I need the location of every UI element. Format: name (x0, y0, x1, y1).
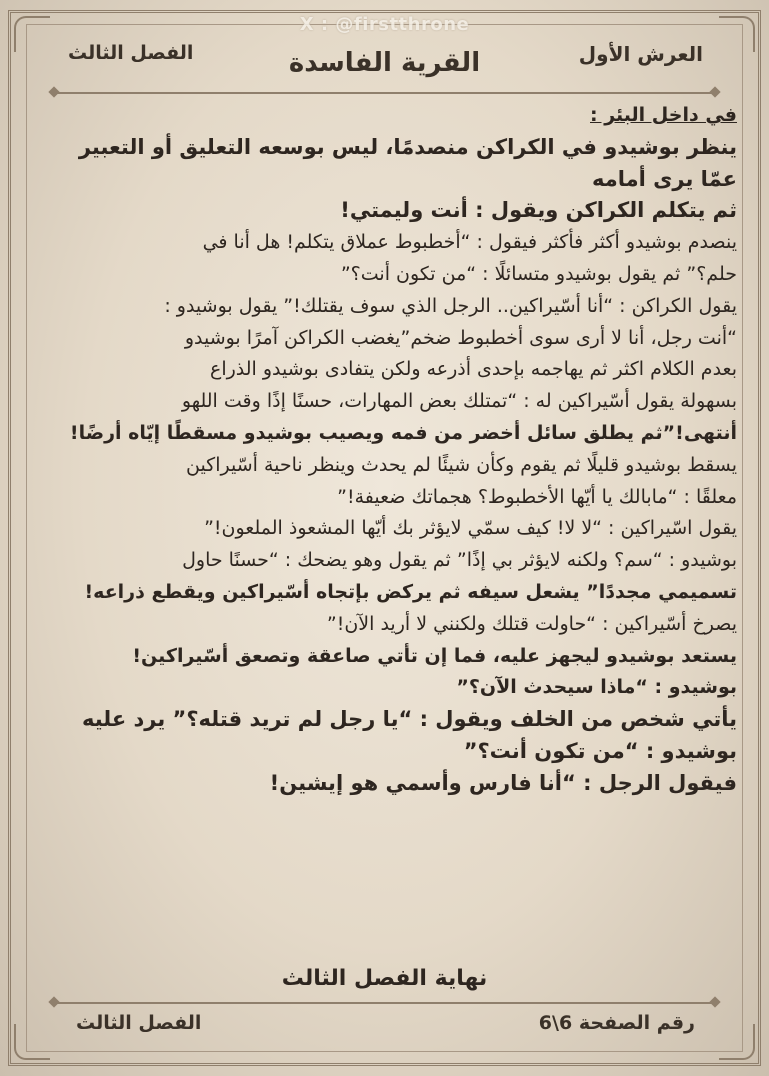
header-divider (52, 92, 717, 94)
footer-chapter-label: الفصل الثالث (76, 1012, 202, 1034)
divider-ornament (48, 996, 59, 1007)
text-line: حلم؟” ثم يقول بوشيدو متسائلًا : “من تكون أنت؟” (340, 262, 737, 285)
chapter-label: الفصل الثالث (68, 42, 194, 64)
text-line: بوشيدو : “من تكون أنت؟” (463, 738, 737, 763)
watermark: X : @firstthrone (299, 14, 470, 35)
divider-ornament (709, 996, 720, 1007)
text-line: يقول اسّيراكين : “لا لا! كيف سمّي لايؤثر بك أيّها المشعوذ الملعون!” (204, 517, 737, 540)
text-line: أنتهى!”ثم يطلق سائل أخضر من فمه ويصيب بوشيدو مسقطًا إيّاه أرضًا! (69, 421, 737, 444)
text-line: يسقط بوشيدو قليلًا ثم يقوم وكأن شيئًا لم يحدث وينظر ناحية أسّيراكين (185, 453, 737, 476)
text-line: ثم يتكلم الكراكن ويقول : أنت وليمتي! (340, 198, 737, 223)
text-line: ينظر بوشيدو في الكراكن منصدمًا، ليس بوسعه التعليق أو التعبير (78, 134, 737, 159)
text-line: يصرخ أسّيراكين : “حاولت قتلك ولكنني لا أريد الآن!” (326, 612, 737, 635)
text-line: تسميمي مجددًا” يشعل سيفه ثم يركض بإتجاه أسّيراكين ويقطع ذراعه! (84, 580, 737, 603)
text-line: بعدم الكلام اكثر ثم يهاجمه بإحدى أذرعه ولكن يتفادى بوشيدو الذراع (210, 358, 737, 381)
corner-ornament (719, 1024, 755, 1060)
text-line: فيقول الرجل : “أنا فارس وأسمي هو إيشين! (269, 770, 737, 795)
text-line: يأتي شخص من الخلف ويقول : “يا رجل لم تريد قتله؟” يرد عليه (81, 707, 737, 732)
text-line: ينصدم بوشيدو أكثر فأكثر فيقول : “أخطبوط عملاق يتكلم! هل أنا في (202, 231, 737, 254)
text-line: بوشيدو : “ماذا سيحدث الآن؟” (456, 676, 737, 699)
chapter-end-title: نهاية الفصل الثالث (281, 966, 488, 991)
text-line: يقول الكراكن : “أنا أسّيراكين.. الرجل الذي سوف يقتلك!” يقول بوشيدو : (164, 294, 737, 317)
page-title: القرية الفاسدة (288, 48, 481, 78)
corner-ornament (14, 1024, 50, 1060)
text-line: عمّا يرى أمامه (592, 166, 737, 191)
divider-ornament (48, 86, 59, 97)
scene-heading: في داخل البئر : (590, 104, 737, 126)
text-line: بسهولة يقول أسّيراكين له : “تمتلك بعض المهارات، حسنًا إذًا وقت اللهو (181, 390, 737, 413)
text-line: بوشيدو : “سم؟ ولكنه لايؤثر بي إذًا” ثم يقول وهو يضحك : “حسنًا حاول (182, 549, 737, 572)
text-line: معلقًا : “مابالك يا أيّها الأخطبوط؟ هجماتك ضعيفة!” (337, 485, 737, 508)
page-number: رقم الصفحة 6\6 (538, 1012, 695, 1034)
divider-ornament (709, 86, 720, 97)
story-text (30, 100, 737, 800)
text-line: يستعد بوشيدو ليجهز عليه، فما إن تأتي صاعقة وتصعق أسّيراكين! (132, 644, 737, 667)
footer-divider (52, 1002, 717, 1004)
text-line: “أنت رجل، أنا لا أرى سوى أخطبوط ضخم”يغضب الكراكن آمرًا بوشيدو (184, 326, 737, 349)
book-title: العرش الأول (578, 42, 703, 66)
